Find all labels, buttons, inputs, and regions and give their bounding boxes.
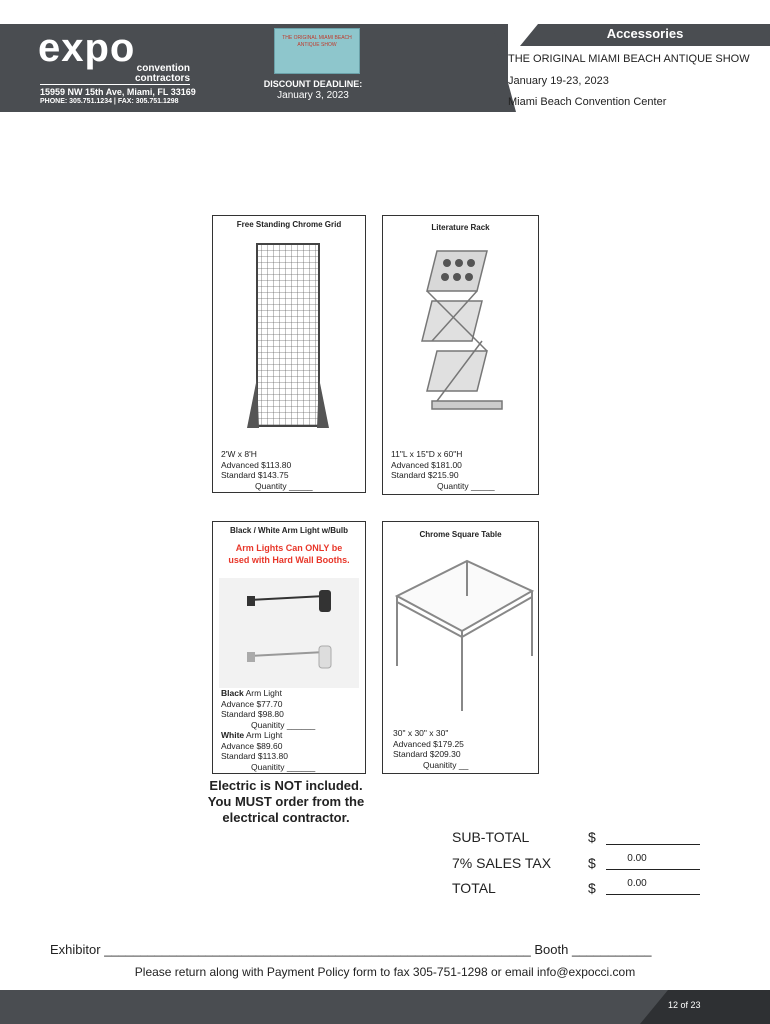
show-title: THE ORIGINAL MIAMI BEACH ANTIQUE SHOW — [508, 53, 750, 65]
company-address: 15959 NW 15th Ave, Miami, FL 33169 — [40, 87, 196, 97]
product-title: Black / White Arm Light w/Bulb — [230, 526, 348, 535]
product-standard-price: Standard $143.75 — [221, 470, 289, 480]
product-standard-price: Standard $209.30 — [393, 749, 461, 759]
product-title: Literature Rack — [431, 223, 490, 232]
electric-note-line-2: You MUST order from the — [207, 794, 365, 809]
tax-currency: $ — [588, 855, 596, 871]
product-advanced-price: Advanced $181.00 — [391, 459, 462, 470]
product-info — [391, 449, 495, 491]
company-logo-sub — [130, 64, 190, 84]
product-quantity[interactable]: Quantity _____ — [255, 480, 313, 491]
white-light-label: White — [221, 730, 245, 740]
product-card-chrome-grid — [212, 215, 366, 493]
black-light-advance-price: Advance $77.70 — [221, 698, 283, 709]
product-info — [221, 688, 315, 772]
company-logo: expo — [38, 26, 136, 70]
tax-label: 7% SALES TAX — [452, 855, 552, 871]
product-info — [393, 728, 468, 770]
chrome-table-image — [387, 556, 537, 716]
black-light-suffix: Arm Light — [243, 688, 282, 698]
show-logo: THE ORIGINAL MIAMI BEACH ANTIQUE SHOW — [274, 28, 360, 74]
product-quantity[interactable]: Quanitity __ — [423, 759, 469, 770]
tax-value: 0.00 — [627, 853, 647, 864]
white-light-quantity[interactable]: Quanitity ______ — [251, 761, 316, 772]
return-instructions: Please return along with Payment Policy form to fax 305-751-1298 or email info@expocci.com — [134, 965, 636, 979]
company-phone: PHONE: 305.751.1234 | FAX: 305.751.1298 — [40, 98, 179, 105]
black-light-label: Black — [221, 688, 244, 698]
product-advanced-price: Advanced $179.25 — [393, 738, 464, 749]
arm-light-image — [219, 578, 359, 688]
subtotal-field[interactable] — [606, 844, 700, 845]
black-light-name — [221, 688, 315, 699]
product-card-literature-rack — [382, 215, 539, 495]
black-light-standard-price: Standard $98.80 — [221, 709, 284, 719]
arm-light-warning — [213, 542, 365, 566]
logo-sub-line-2: contractors — [134, 73, 190, 84]
product-size: 30" x 30" x 30" — [393, 728, 449, 738]
product-quantity[interactable]: Quantity _____ — [437, 480, 495, 491]
total-label: TOTAL — [452, 880, 496, 896]
product-size: 2'W x 8'H — [221, 449, 257, 459]
product-card-chrome-table — [382, 521, 539, 774]
product-advanced-price: Advanced $113.80 — [221, 459, 292, 470]
electric-note-line-1: Electric is NOT included. — [209, 778, 363, 793]
exhibitor-booth-line[interactable]: Exhibitor ___________________________________________________________ Booth ___________ — [50, 942, 652, 957]
page-number: 12 of 23 — [668, 1000, 701, 1010]
product-title: Free Standing Chrome Grid — [236, 220, 342, 229]
show-venue: Miami Beach Convention Center — [508, 96, 667, 108]
logo-divider — [40, 84, 190, 85]
total-field[interactable] — [606, 894, 700, 895]
total-currency: $ — [588, 880, 596, 896]
electric-note-line-3: electrical contractor. — [222, 810, 350, 825]
white-light-suffix: Arm Light — [244, 730, 283, 740]
product-info — [221, 449, 313, 491]
literature-rack-image — [407, 241, 517, 431]
warning-line-2: used with Hard Wall Booths. — [228, 555, 350, 565]
show-dates: January 19-23, 2023 — [508, 75, 609, 87]
black-light-quantity[interactable]: Quanitity ______ — [251, 719, 316, 730]
electric-note — [200, 778, 372, 826]
product-title: Chrome Square Table — [419, 530, 502, 539]
subtotal-label: SUB-TOTAL — [452, 829, 530, 845]
tax-field[interactable] — [606, 869, 700, 870]
white-light-advance-price: Advance $89.60 — [221, 740, 283, 751]
total-value: 0.00 — [627, 878, 647, 889]
product-standard-price: Standard $215.90 — [391, 470, 459, 480]
section-title: Accessories — [606, 26, 684, 41]
chrome-grid-image — [243, 238, 333, 438]
warning-line-1: Arm Lights Can ONLY be — [235, 543, 343, 553]
product-card-arm-light — [212, 521, 366, 774]
subtotal-currency: $ — [588, 829, 596, 845]
product-size: 11"L x 15"D x 60"H — [391, 449, 463, 459]
discount-deadline-label: DISCOUNT DEADLINE: — [263, 79, 363, 89]
logo-sub-line-1: convention — [136, 63, 190, 74]
discount-deadline-date: January 3, 2023 — [277, 90, 349, 101]
white-light-standard-price: Standard $113.80 — [221, 751, 288, 761]
white-light-name — [221, 730, 315, 741]
